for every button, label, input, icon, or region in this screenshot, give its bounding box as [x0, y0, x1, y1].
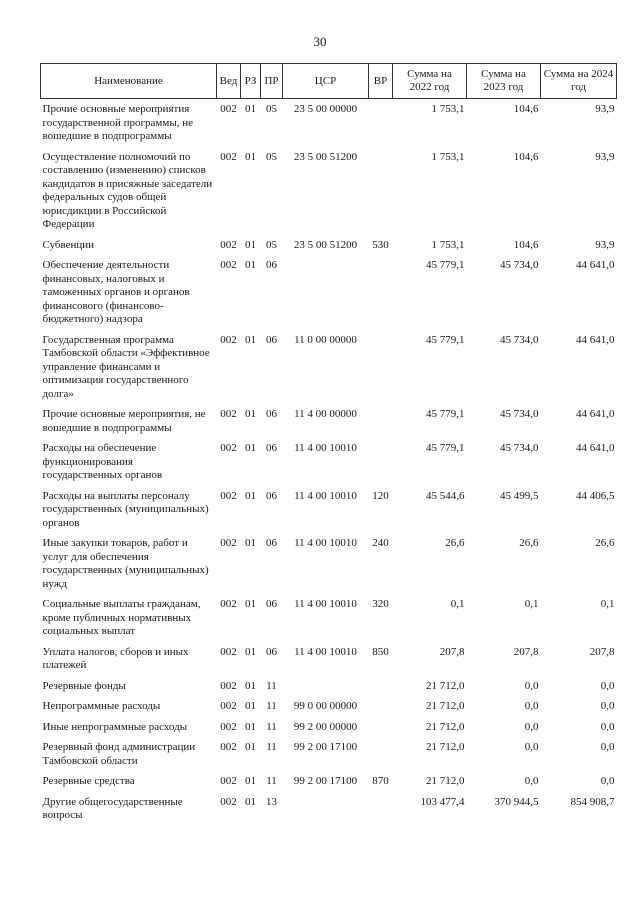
cell-name: Прочие основные мероприятия, не вошедшие в подпрограммы [42, 408, 206, 434]
cell-ved: 002 [220, 645, 237, 658]
header-sum-2023: Сумма на 2023 год [467, 64, 541, 99]
cell-rz: 01 [245, 598, 256, 610]
cell-sum-2024: 44 641,0 [576, 333, 615, 346]
cell-sum-2024: 0,0 [600, 741, 615, 753]
table-header-row [41, 64, 617, 99]
cell-csr: 11 0 00 00000 [294, 333, 357, 346]
cell-pr: 13 [266, 795, 277, 808]
cell-sum-2022: 103 477,4 [420, 795, 465, 808]
cell-sum-2022: 207,8 [439, 645, 465, 658]
cell-rz: 01 [245, 408, 256, 420]
cell-sum-2024: 26,6 [595, 537, 615, 549]
cell-ved: 002 [220, 795, 237, 808]
cell-sum-2023: 0,0 [524, 775, 539, 787]
table-row [41, 680, 617, 701]
cell-vr: 530 [372, 238, 389, 251]
table-row [41, 646, 617, 680]
cell-pr: 06 [266, 259, 277, 271]
cell-sum-2024: 44 641,0 [576, 408, 615, 420]
cell-sum-2024: 93,9 [595, 150, 615, 163]
cell-sum-2024: 854 908,7 [570, 795, 615, 808]
cell-pr: 05 [266, 103, 277, 115]
table-row [41, 700, 617, 721]
cell-sum-2024: 0,0 [600, 700, 615, 712]
cell-sum-2024: 44 641,0 [576, 259, 615, 271]
cell-sum-2023: 45 734,0 [500, 408, 539, 420]
cell-csr: 99 0 00 00000 [293, 700, 358, 712]
cell-ved: 002 [220, 720, 237, 733]
cell-vr [369, 99, 393, 151]
cell-rz: 01 [245, 720, 256, 733]
cell-ved: 002 [220, 408, 237, 420]
cell-name: Государственная программа Тамбовской области «Эффективное управление финансами и оптимизация государственного долга» [42, 333, 210, 400]
table-row [41, 490, 617, 538]
cell-pr: 06 [266, 537, 277, 549]
cell-pr: 11 [266, 720, 277, 733]
cell-sum-2022: 45 779,1 [426, 259, 465, 271]
table-row [41, 442, 617, 490]
cell-csr: 11 4 00 00000 [294, 408, 357, 420]
cell-name: Непрограммные расходы [42, 700, 161, 712]
cell-pr: 06 [266, 333, 277, 346]
cell-vr [369, 442, 393, 490]
cell-csr [283, 259, 369, 334]
cell-name: Расходы на выплаты персоналу государственных (муниципальных) органов [42, 489, 209, 529]
cell-sum-2022: 21 712,0 [426, 700, 465, 712]
cell-vr: 320 [372, 598, 389, 610]
header-pr: ПР [261, 64, 283, 99]
cell-name: Резервные средства [42, 775, 135, 787]
cell-rz: 01 [245, 775, 256, 787]
header-sum-2022: Сумма на 2022 год [393, 64, 467, 99]
table-row [41, 259, 617, 334]
cell-name: Другие общегосударственные вопросы [42, 795, 183, 821]
cell-csr [283, 796, 369, 830]
cell-rz: 01 [245, 259, 256, 271]
table-row [41, 796, 617, 830]
cell-sum-2023: 370 944,5 [494, 795, 539, 808]
table-row [41, 775, 617, 796]
cell-csr: 11 4 00 10010 [294, 537, 357, 549]
cell-sum-2024: 44 406,5 [576, 489, 615, 502]
cell-rz: 01 [245, 537, 256, 549]
cell-ved: 002 [220, 489, 237, 502]
cell-sum-2022: 45 544,6 [426, 489, 465, 502]
cell-vr: 120 [372, 489, 389, 502]
cell-name: Уплата налогов, сборов и иных платежей [42, 645, 189, 671]
table-row [41, 537, 617, 598]
cell-csr: 23 5 00 51200 [293, 150, 358, 163]
cell-sum-2023: 0,0 [524, 700, 539, 712]
cell-ved: 002 [220, 679, 237, 692]
cell-ved: 002 [220, 598, 237, 610]
cell-ved: 002 [220, 775, 237, 787]
cell-sum-2023: 104,6 [513, 238, 539, 251]
cell-sum-2023: 0,1 [524, 598, 539, 610]
cell-ved: 002 [220, 238, 237, 251]
cell-sum-2022: 1 753,1 [431, 103, 465, 115]
cell-pr: 11 [266, 700, 277, 712]
cell-vr [369, 721, 393, 742]
cell-ved: 002 [220, 103, 237, 115]
table-row [41, 334, 617, 409]
cell-sum-2022: 21 712,0 [426, 741, 465, 753]
cell-name: Иные закупки товаров, работ и услуг для обеспечения государственных (муниципальных) нужд [42, 537, 209, 590]
cell-rz: 01 [245, 333, 256, 346]
header-ved: Вед [217, 64, 241, 99]
cell-rz: 01 [245, 679, 256, 692]
cell-rz: 01 [245, 442, 256, 454]
table-row [41, 598, 617, 646]
cell-sum-2023: 26,6 [519, 537, 539, 549]
cell-csr: 99 2 00 17100 [293, 775, 358, 787]
cell-sum-2024: 93,9 [595, 103, 615, 115]
cell-ved: 002 [220, 741, 237, 753]
table-row [41, 408, 617, 442]
cell-sum-2023: 45 734,0 [500, 259, 539, 271]
cell-csr: 11 4 00 10010 [294, 442, 357, 454]
cell-pr: 06 [266, 408, 277, 420]
cell-csr: 23 5 00 00000 [293, 103, 358, 115]
cell-vr [369, 259, 393, 334]
cell-ved: 002 [220, 442, 237, 454]
cell-sum-2023: 104,6 [513, 103, 539, 115]
cell-vr [369, 741, 393, 775]
cell-pr: 05 [266, 238, 277, 251]
budget-table [40, 63, 617, 830]
cell-rz: 01 [245, 795, 256, 808]
cell-csr: 23 5 00 51200 [293, 238, 358, 251]
header-name: Наименование [41, 64, 217, 99]
cell-sum-2022: 21 712,0 [426, 720, 465, 733]
cell-rz: 01 [245, 489, 256, 502]
cell-csr: 11 4 00 10010 [294, 598, 357, 610]
table-row [41, 151, 617, 239]
cell-name: Социальные выплаты гражданам, кроме публичных нормативных социальных выплат [42, 598, 201, 637]
cell-name: Резервный фонд администрации Тамбовской области [42, 741, 196, 767]
table-body [41, 99, 617, 830]
cell-sum-2022: 21 712,0 [426, 775, 465, 787]
header-sum-2024: Сумма на 2024 год [541, 64, 617, 99]
cell-sum-2024: 207,8 [589, 645, 615, 658]
cell-rz: 01 [245, 645, 256, 658]
cell-sum-2023: 104,6 [513, 150, 539, 163]
cell-name: Иные непрограммные расходы [42, 720, 188, 733]
cell-vr: 240 [372, 537, 389, 549]
cell-csr: 99 2 00 00000 [293, 720, 358, 733]
cell-sum-2023: 0,0 [524, 679, 539, 692]
cell-csr [283, 680, 369, 701]
cell-sum-2024: 0,0 [600, 720, 615, 733]
cell-rz: 01 [245, 700, 256, 712]
cell-sum-2024: 0,0 [600, 679, 615, 692]
cell-ved: 002 [220, 333, 237, 346]
cell-sum-2022: 21 712,0 [426, 679, 465, 692]
header-vr: ВР [369, 64, 393, 99]
cell-pr: 11 [266, 679, 277, 692]
cell-rz: 01 [245, 150, 256, 163]
header-csr: ЦСР [283, 64, 369, 99]
table-row [41, 99, 617, 151]
cell-pr: 06 [266, 489, 277, 502]
cell-vr [369, 700, 393, 721]
header-rz: РЗ [241, 64, 261, 99]
cell-pr: 05 [266, 150, 277, 163]
cell-sum-2023: 207,8 [513, 645, 539, 658]
cell-sum-2022: 45 779,1 [426, 408, 465, 420]
cell-sum-2024: 93,9 [595, 238, 615, 251]
cell-sum-2023: 0,0 [524, 720, 539, 733]
cell-vr: 850 [372, 645, 389, 658]
cell-sum-2023: 45 499,5 [500, 489, 539, 502]
cell-rz: 01 [245, 741, 256, 753]
cell-sum-2022: 0,1 [450, 598, 465, 610]
cell-vr [369, 151, 393, 239]
cell-pr: 11 [266, 741, 277, 753]
cell-ved: 002 [220, 259, 237, 271]
cell-vr [369, 334, 393, 409]
cell-name: Субвенции [42, 238, 95, 251]
page-number: 30 [313, 34, 327, 49]
cell-name: Прочие основные мероприятия государственной программы, не вошедшие в подпрограммы [42, 103, 194, 142]
cell-pr: 06 [266, 645, 277, 658]
cell-sum-2022: 45 779,1 [426, 442, 465, 454]
cell-name: Расходы на обеспечение функционирования государственных органов [42, 442, 163, 481]
cell-name: Обеспечение деятельности финансовых, налоговых и таможенных органов и органов финансового (финансово-бюджетного) надзора [42, 259, 190, 325]
table-row [41, 721, 617, 742]
cell-sum-2022: 1 753,1 [431, 238, 465, 251]
cell-sum-2024: 44 641,0 [576, 442, 615, 454]
cell-sum-2023: 45 734,0 [500, 333, 539, 346]
table-row [41, 239, 617, 260]
cell-name: Осуществление полномочий по составлению (изменению) списков кандидатов в присяжные заседатели федеральных судов общей юрисдикции в Российской Федерации [42, 150, 213, 230]
cell-ved: 002 [220, 150, 237, 163]
cell-pr: 11 [266, 775, 277, 787]
cell-vr [369, 680, 393, 701]
cell-vr: 870 [372, 775, 389, 787]
cell-pr: 06 [266, 598, 277, 610]
cell-sum-2023: 0,0 [524, 741, 539, 753]
cell-rz: 01 [245, 238, 256, 251]
cell-csr: 11 4 00 10010 [294, 645, 357, 658]
cell-sum-2024: 0,1 [600, 598, 615, 610]
cell-sum-2022: 26,6 [445, 537, 465, 549]
cell-rz: 01 [245, 103, 256, 115]
cell-ved: 002 [220, 700, 237, 712]
cell-name: Резервные фонды [42, 679, 126, 692]
cell-sum-2022: 45 779,1 [426, 333, 465, 346]
cell-ved: 002 [220, 537, 237, 549]
cell-vr [369, 796, 393, 830]
table-row [41, 741, 617, 775]
cell-sum-2024: 0,0 [600, 775, 615, 787]
cell-sum-2022: 1 753,1 [431, 150, 465, 163]
cell-csr: 11 4 00 10010 [294, 489, 357, 502]
cell-pr: 06 [266, 442, 277, 454]
cell-sum-2023: 45 734,0 [500, 442, 539, 454]
cell-vr [369, 408, 393, 442]
cell-csr: 99 2 00 17100 [293, 741, 358, 753]
